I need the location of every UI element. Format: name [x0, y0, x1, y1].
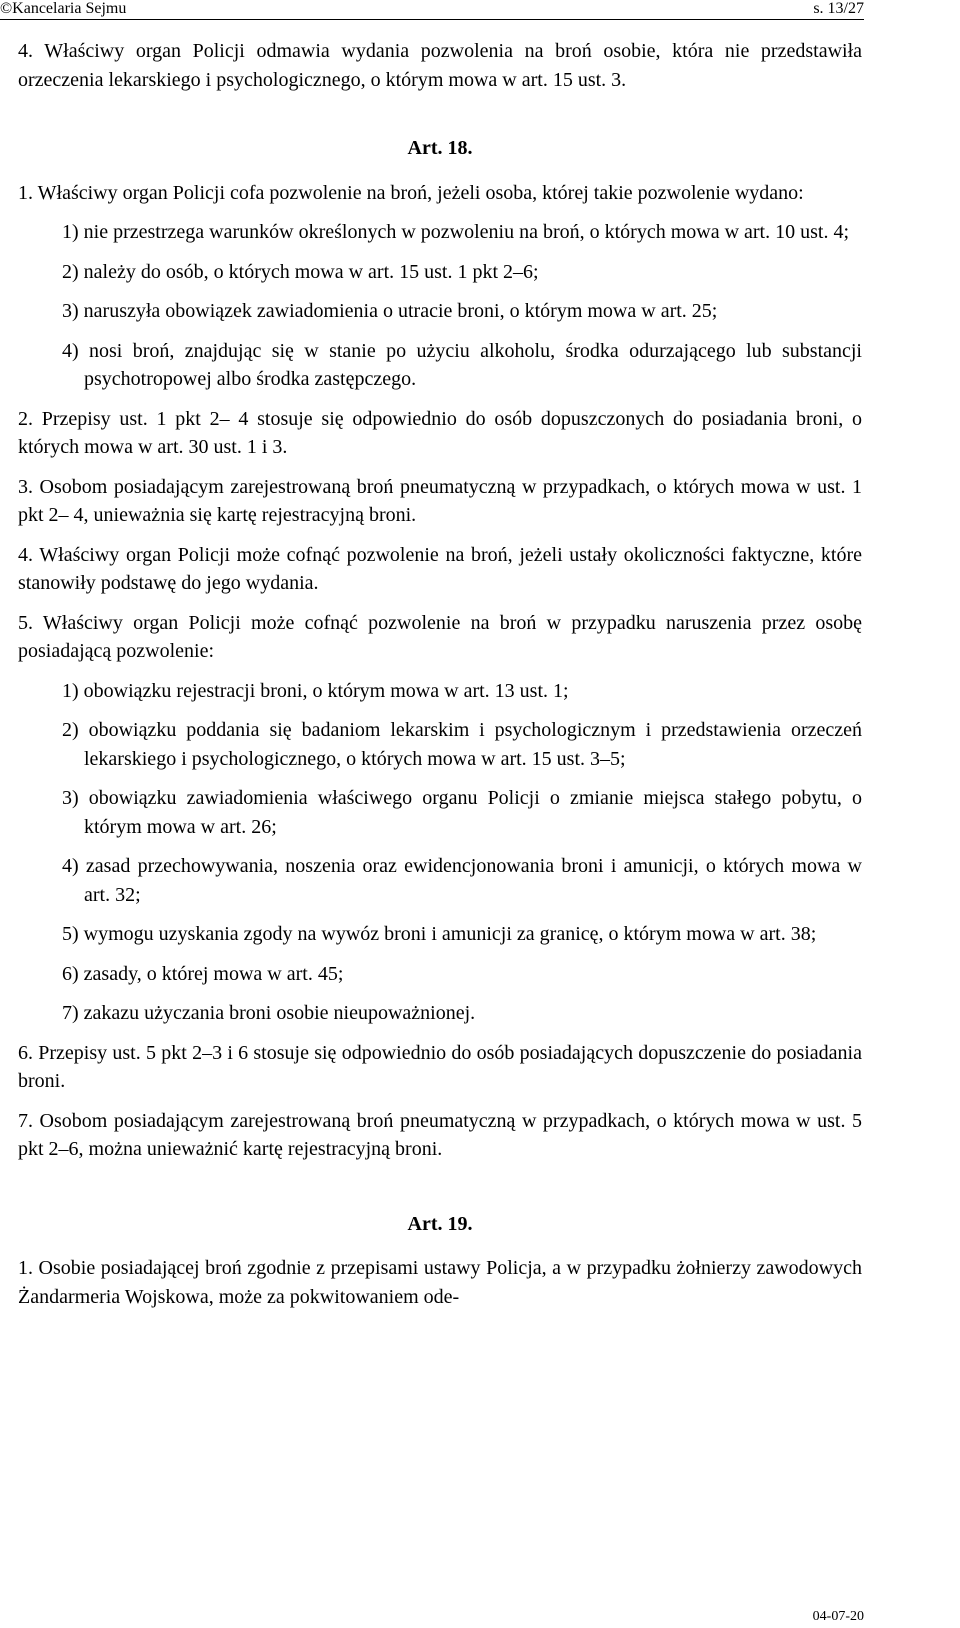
- header-page-number: s. 13/27: [813, 0, 864, 17]
- art18-p5-point-6: 6) zasady, o której mowa w art. 45;: [62, 962, 344, 985]
- header-copyright: ©Kancelaria Sejmu: [0, 0, 127, 17]
- art18-p5-point-1: 1) obowiązku rejestracji broni, o którym mowa w art. 13 ust. 1;: [62, 679, 569, 702]
- paragraph-4-prev: 4. Właściwy organ Policji odmawia wydania pozwolenia na broń osobie, która nie przedstawiła orzeczenia lekarskiego i psychologicznego, o którym mowa w art. 15 ust. 3.: [18, 40, 862, 91]
- art18-p5-point-2: 2) obowiązku poddania się badaniom lekarskim i psychologicznym i przedstawienia orzeczeń lekarskiego i psychologicznego, o których mowa w art. 15 ust. 3–5;: [62, 719, 862, 770]
- art18-p1-point-4: 4) nosi broń, znajdując się w stanie po użyciu alkoholu, środka odurzającego lub substancji psychotropowej albo środka zastępczego.: [62, 339, 862, 390]
- art18-p5-point-7: 7) zakazu użyczania broni osobie nieupoważnionej.: [62, 1002, 476, 1024]
- art18-paragraph-4: 4. Właściwy organ Policji może cofnąć pozwolenie na broń, jeżeli ustały okoliczności faktyczne, które stanowiły podstawę do jego wydania.: [18, 543, 862, 594]
- art18-p1-point-1: 1) nie przestrzega warunków określonych w pozwoleniu na broń, o których mowa w art. 10 ust. 4;: [62, 221, 850, 243]
- article-19-heading: Art. 19.: [407, 1212, 473, 1235]
- art19-paragraph-1: 1. Osobie posiadającej broń zgodnie z przepisami ustawy Policja, a w przypadku żołnierzy zawodowych Żandarmeria Wojskowa, może za pokwitowaniem ode-: [18, 1257, 862, 1308]
- art18-p1-point-3: 3) naruszyła obowiązek zawiadomienia o utracie broni, o którym mowa w art. 25;: [62, 300, 718, 322]
- art18-paragraph-6: 6. Przepisy ust. 5 pkt 2–3 i 6 stosuje się odpowiednio do osób posiadających dopuszczenie do posiadania broni.: [18, 1041, 862, 1092]
- art18-paragraph-7: 7. Osobom posiadającym zarejestrowaną broń pneumatyczną w przypadkach, o których mowa w ust. 5 pkt 2–6, można unieważnić kartę rejestracyjną broni.: [18, 1109, 862, 1160]
- art18-paragraph-5: 5. Właściwy organ Policji może cofnąć pozwolenie na broń w przypadku naruszenia przez osobę posiadającą pozwolenie:: [18, 611, 862, 662]
- art18-p5-point-4: 4) zasad przechowywania, noszenia oraz ewidencjonowania broni i amunicji, o których mowa w art. 32;: [62, 855, 862, 906]
- article-18-heading: Art. 18.: [407, 137, 473, 159]
- document-body: [18, 37, 862, 1322]
- art18-p1-point-2: 2) należy do osób, o których mowa w art. 15 ust. 1 pkt 2–6;: [62, 260, 539, 283]
- art18-p5-point-3: 3) obowiązku zawiadomienia właściwego organu Policji o zmianie miejsca stałego pobytu, o którym mowa w art. 26;: [62, 787, 862, 838]
- art18-paragraph-3: 3. Osobom posiadającym zarejestrowaną broń pneumatyczną w przypadkach, o których mowa w ust. 1 pkt 2– 4, unieważnia się kartę rejestracyjną broni.: [18, 475, 862, 526]
- page-footer-date: 04-07-20: [812, 1609, 864, 1624]
- header-rule: [0, 19, 864, 20]
- page-header: [0, 0, 960, 22]
- art18-paragraph-1: 1. Właściwy organ Policji cofa pozwolenie na broń, jeżeli osoba, której takie pozwolenie wydano:: [18, 181, 804, 204]
- art18-paragraph-2: 2. Przepisy ust. 1 pkt 2– 4 stosuje się odpowiednio do osób dopuszczonych do posiadania broni, o których mowa w art. 30 ust. 1 i 3.: [18, 407, 862, 458]
- art18-p5-point-5: 5) wymogu uzyskania zgody na wywóz broni i amunicji za granicę, o którym mowa w art. 38;: [62, 923, 817, 945]
